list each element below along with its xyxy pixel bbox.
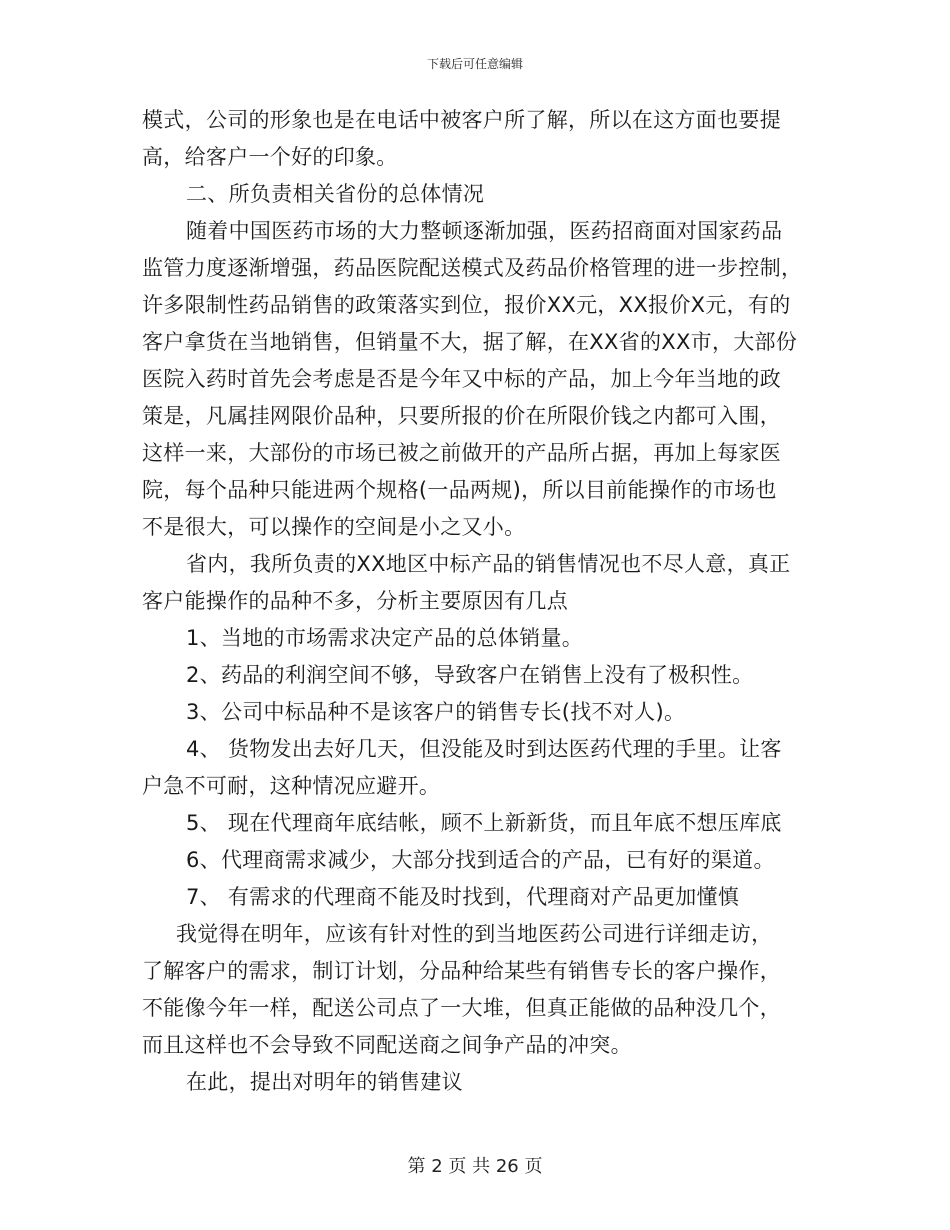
text-line: 客户能操作的品种不多，分析主要原因有几点	[142, 589, 568, 613]
text-line: 二、所负责相关省份的总体情况	[186, 182, 485, 206]
page-footer: 第 2 页 共 26 页	[407, 1156, 543, 1177]
text-line: 模式，公司的形象也是在电话中被客户所了解，所以在这方面也要提	[142, 108, 781, 132]
text-line: 3、公司中标品种不是该客户的销售专长(找不对人)。	[186, 700, 686, 724]
text-line: 7、 有需求的代理商不能及时找到，代理商对产品更加懂慎	[186, 885, 740, 909]
text-line: 4、 货物发出去好几天，但没能及时到达医药代理的手里。让客	[186, 737, 782, 761]
text-line: 高，给客户一个好的印象。	[142, 145, 398, 169]
text-line: 2、药品的利润空间不够，导致客户在销售上没有了极积性。	[186, 663, 754, 687]
page-header: 下载后可任意编辑	[426, 57, 523, 71]
text-line: 5、 现在代理商年底结帐，顾不上新新货，而且年底不想压库底	[186, 811, 782, 835]
text-line: 许多限制性药品销售的政策落实到位，报价XX元，XX报价X元，有的	[142, 293, 791, 317]
text-line: 省内，我所负责的XX地区中标产品的销售情况也不尽人意，真正	[186, 552, 791, 576]
text-line: 而且这样也不会导致不同配送商之间争产品的冲突。	[142, 1033, 632, 1057]
text-line: 客户拿货在当地销售，但销量不大，据了解，在XX省的XX市，大部份	[142, 330, 798, 354]
text-line: 监管力度逐渐增强，药品医院配送模式及药品价格管理的进一步控制，	[142, 256, 803, 280]
text-line: 在此，提出对明年的销售建议	[186, 1070, 463, 1094]
document-body	[142, 102, 812, 1101]
text-line: 6、代理商需求减少，大部分找到适合的产品，已有好的渠道。	[186, 848, 775, 872]
text-line: 我觉得在明年，应该有针对性的到当地医药公司进行详细走访，	[176, 922, 773, 946]
text-line: 户急不可耐，这种情况应避开。	[142, 774, 441, 798]
text-line: 1、当地的市场需求决定产品的总体销量。	[186, 626, 584, 650]
text-line: 策是，凡属挂网限价品种，只要所报的价在所限价钱之内都可入围，	[142, 404, 781, 428]
text-line: 不是很大，可以操作的空间是小之又小。	[142, 515, 526, 539]
text-line: 了解客户的需求，制订计划，分品种给某些有销售专长的客户操作，	[142, 959, 781, 983]
text-line: 院，每个品种只能进两个规格(一品两规)，所以目前能操作的市场也	[142, 478, 777, 502]
text-line: 不能像今年一样，配送公司点了一大堆，但真正能做的品种没几个，	[142, 996, 781, 1020]
text-line: 医院入药时首先会考虑是否是今年又中标的产品，加上今年当地的政	[142, 367, 781, 391]
text-line: 随着中国医药市场的大力整顿逐渐加强，医药招商面对国家药品	[186, 219, 783, 243]
text-line: 这样一来，大部份的市场已被之前做开的产品所占据，再加上每家医	[142, 441, 781, 465]
